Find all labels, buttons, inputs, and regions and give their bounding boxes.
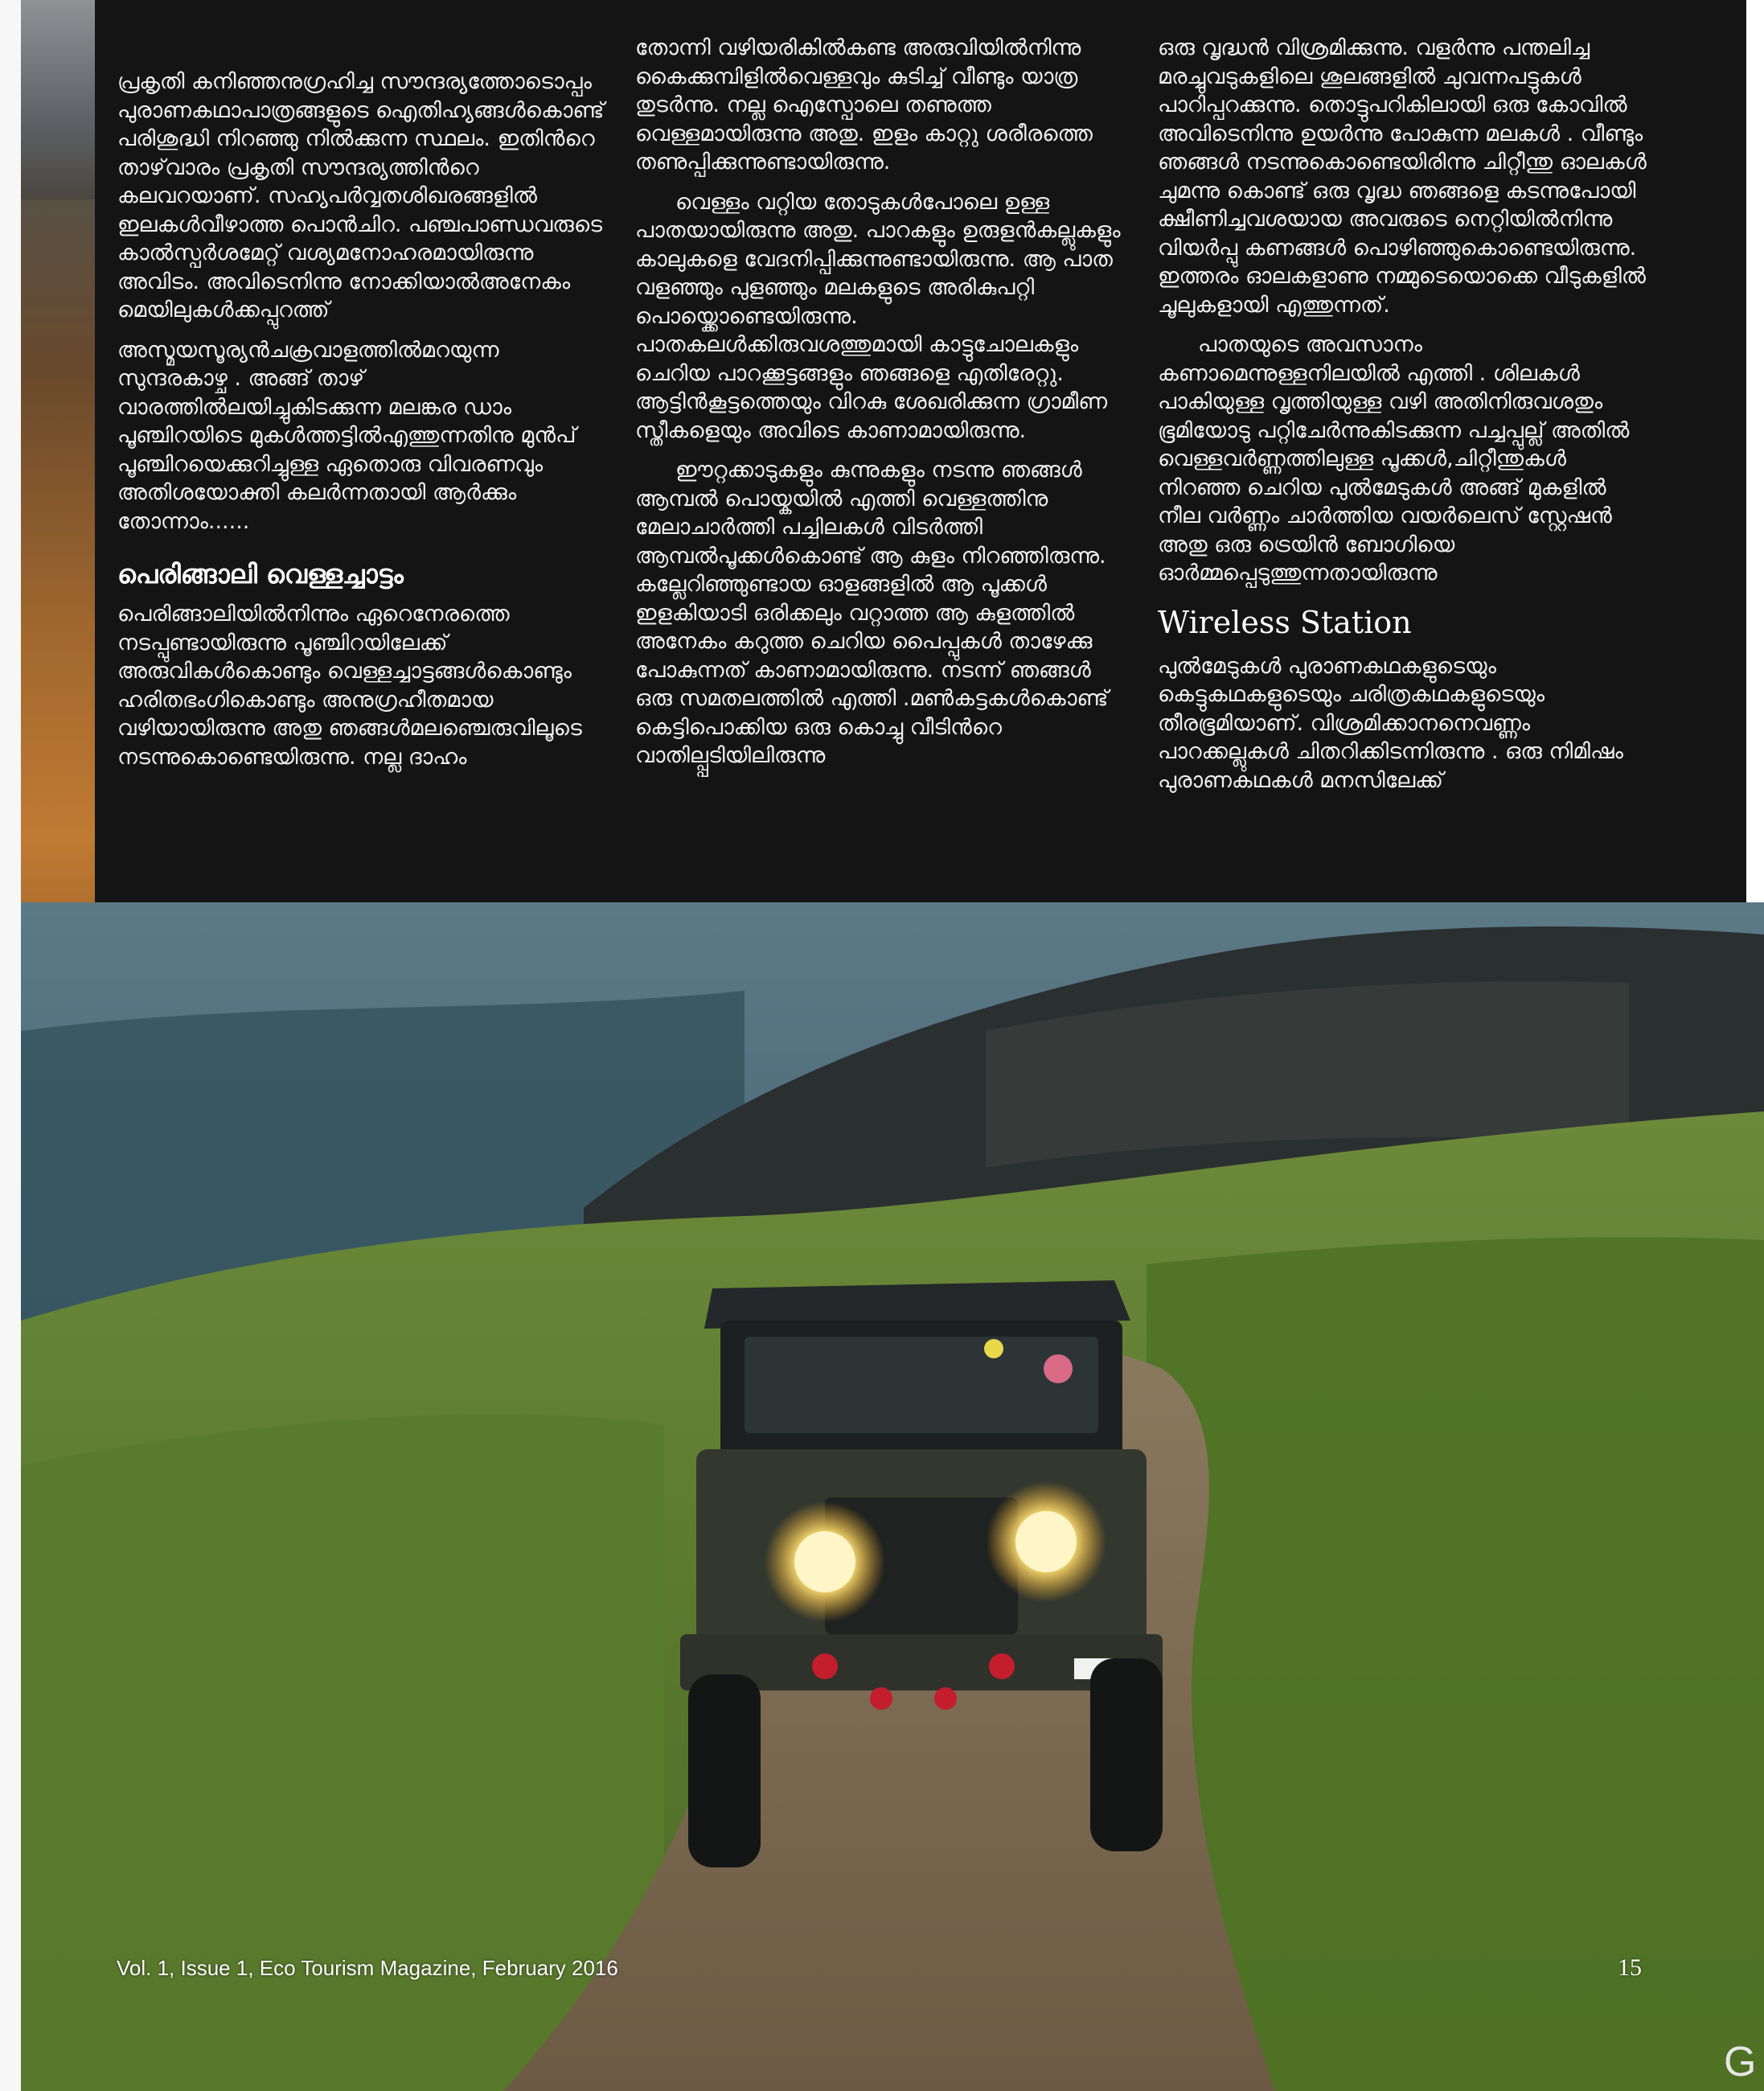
paragraph: അസ്മയസൂര്യൻചക്രവാളത്തിൽമറയുന്ന സുന്ദരകാഴ്ച . അങ്ങ് താഴ് വാരത്തിൽലയിച്ചുകിടക്കുന്ന മലങ്കര ഡാം പൂഞ്ചിറയിടെ മുകൾത്തട്ടിൽഎത്തുന്നതിനു മുൻപ് പൂഞ്ചിറയെക്കുറിച്ചുള്ള ഏതൊരു വിവരണവും അതിശയോക്തി കലർന്നതായി ആർക്കും തോന്നാം...... bbox=[117, 337, 576, 534]
paragraph: പ്രകൃതി കനിഞ്ഞനുഗ്രഹിച്ച സൗന്ദര്യത്തോടൊപ്പം പുരാണകഥാപാത്രങ്ങളുടെ ഐതിഹ്യങ്ങൾകൊണ്ട് പരിശുദ്ധി നിറഞ്ഞു നിൽക്കുന്ന സ്ഥലം. ഇതിൻറെ താഴ്‌വാരം പ്രകൃതി സൗന്ദര്യത്തിൻറെ കലവറയാണ്. സഹ്യപർവ്വതശിഖരങ്ങളിൽ ഇലകൾവീഴാത്ത പൊൻചിറ. പഞ്ചപാണ്ഡവരുടെ കാൽസ്പർശമേറ്റ് വശ്യമനോഹരമായിരുന്നു അവിടം. അവിടെനിന്നു നോക്കിയാൽഅനേകം മെയിലുകൾക്കപ്പുറത്ത് bbox=[117, 69, 605, 322]
paragraph: പാതയുടെ അവസാനം കണാമെന്നുള്ളനിലയിൽ എത്തി . ശിലകൾ പാകിയുള്ള വൃത്തിയുള്ള വഴി അതിനിരുവശതും ഭൂമിയോടു പറ്റിചേർന്നുകിടക്കുന്ന പച്ചപ്പുല്ല് അതിൽ വെള്ളവർണ്ണത്തിലുള്ള പൂക്കൾ,ചിറ്റീന്തുകൾ നിറഞ്ഞ ചെറിയ പുൽമേടുകൾ അങ്ങ് മുകളിൽ നീല വർണ്ണം ചാർത്തിയ വയർലെസ് സ്റ്റേഷൻ അതു ഒരു ട്രെയിൻ ബോഗിയെ ഓർമ്മപ്പെടുത്തുന്നതായിരുന്നു bbox=[1158, 332, 1630, 585]
paragraph: പുൽമേടുകൾ പുരാണകഥകളുടെയും കെട്ടുകഥകളുടെയും ചരിത്രകഥകളുടെയും തീരഭൂമിയാണ്. വിശ്രമിക്കാനനെവണ്ണം പാറക്കല്ലുകൾ ചിതറിക്കിടന്നിരുന്നു . ഒരു നിമിഷം പുരാണകഥകൾ മനസിലേക്ക് bbox=[1158, 653, 1623, 793]
section-heading: Wireless Station bbox=[1158, 604, 1412, 640]
article-column-1 bbox=[117, 68, 608, 920]
article-text-panel bbox=[95, 0, 1746, 902]
page-margin bbox=[0, 0, 21, 2091]
paragraph: വെള്ളം വറ്റിയ തോടുകൾപോലെ ഉള്ള പാതയായിരുന്നു അതു. പാറകളും ഉരുളൻകല്ലുകളും കാലുകളെ വേദനിപ്പിക്കുന്നുണ്ടായിരുന്നു. ആ പാത വളഞ്ഞും പുളഞ്ഞും മലകളുടെ അരികുപറ്റി പൊയ്ക്കൊണ്ടെയിരുന്നു. പാതകലൾക്കിരുവശത്തുമായി കാട്ടുചോലകളും ചെറിയ പാറക്കൂട്ടങ്ങളും ഞങ്ങളെ എതിരേറ്റു. ആട്ടിൻകൂട്ടത്തെയും വിറകു ശേഖരിക്കുന്ന ഗ്രാമീണ സ്തീകളെയും അവിടെ കാണാമായിരുന്നു. bbox=[635, 189, 1121, 443]
paragraph: പെരിങ്ങാലിയിൽനിന്നും ഏറെനേരത്തെ നടപ്പുണ്ടായിരുന്നു പൂഞ്ചിറയിലേക്ക് അരുവികൾകൊണ്ടും വെള്ളച്ചാട്ടങ്ങൾകൊണ്ടും ഹരിതഭംഗികൊണ്ടും അനുഗ്രഹീതമായ വഴിയായിരുന്നു അതു ഞങ്ങൾമലഞ്ചെരുവിലൂടെ നടന്നുകൊണ്ടെയിരുന്നു. നല്ല ദാഹം bbox=[117, 602, 582, 770]
article-column-2 bbox=[635, 34, 1126, 886]
page-number: 15 bbox=[1618, 1954, 1642, 1981]
corner-logo-glyph: G bbox=[1724, 2039, 1757, 2085]
paragraph: തോന്നി വഴിയരികിൽകണ്ട അരുവിയിൽനിന്നു കൈക്കുമ്പിളിൽവെള്ളവും കുടിച്ച് വീണ്ടും യാത്ര തുടർന്നു. നല്ല ഐസ്പോലെ തണുത്ത വെള്ളമായിരുന്നു അതു. ഇളം കാറ്റു ശരീരത്തെ തണുപ്പിക്കുന്നുണ്ടായിരുന്നു. bbox=[635, 35, 1093, 175]
paragraph: ഒരു വൃദ്ധൻ വിശ്രമിക്കുന്നു. വളർന്നു പന്തലിച്ച മരച്ചുവടുകളിലെ ശൂലങ്ങളിൽ ചുവന്നപട്ടുകൾ പാറിപ്പറക്കുന്നു. തൊട്ടുപറികിലായി ഒരു കോവിൽ അവിടെനിന്നു ഉയർന്നു പോകുന്ന മലകൾ . വീണ്ടും ഞങ്ങൾ നടന്നുകൊണ്ടെയിരിന്നു ചിറ്റീന്തു ഓലകൾ ചുമന്നു കൊണ്ട് ഒരു വൃദ്ധ ഞങ്ങളെ കടന്നുപോയി ക്ഷീണിച്ചവശയായ അവരുടെ നെറ്റിയിൽനിന്നു വിയർപ്പു കണങ്ങൾ പൊഴിഞ്ഞുകൊണ്ടെയിരുന്നു. ഇത്തരം ഓലകളാണു നമ്മുടെയൊക്കെ വീടുകളിൽ ചൂലുകളായി എത്തുന്നത്. bbox=[1158, 35, 1647, 318]
footer-issue-info: Vol. 1, Issue 1, Eco Tourism Magazine, February 2016 bbox=[117, 1956, 618, 1980]
section-heading: പെരിങ്ങാലി വെള്ളച്ചാട്ടം bbox=[117, 559, 404, 590]
article-column-3 bbox=[1158, 34, 1648, 886]
paragraph: ഈറ്റക്കാടുകളും കുന്നുകളും നടന്നു ഞങ്ങൾ ആമ്പൽ പൊയ്കയിൽ എത്തി വെള്ളത്തിനു മേലാചാർത്തി പച്ചിലകൾ വിടർത്തി ആമ്പൽപൂക്കൾകൊണ്ട് ആ കുളം നിറഞ്ഞിരുന്നു. കല്ലേറിഞ്ഞുണ്ടായ ഓളങ്ങളിൽ ആ പൂക്കൾ ഇളകിയാടി ഒരിക്കലും വറ്റാത്ത ആ കുളത്തിൽ അനേകം കറുത്ത ചെറിയ പൈപ്പുകൾ താഴേക്കു പോകുന്നത് കാണാമായിരുന്നു. നടന്ന് ഞങ്ങൾ ഒരു സമതലത്തിൽ എത്തി .മൺകട്ടകൾകൊണ്ട് കെട്ടിപൊക്കിയ ഒരു കൊച്ചു വീടിൻറെ വാതില്പ്പടിയിലിരുന്നു bbox=[635, 458, 1109, 768]
jeep-on-mountain-trail-photo bbox=[21, 902, 1764, 2091]
